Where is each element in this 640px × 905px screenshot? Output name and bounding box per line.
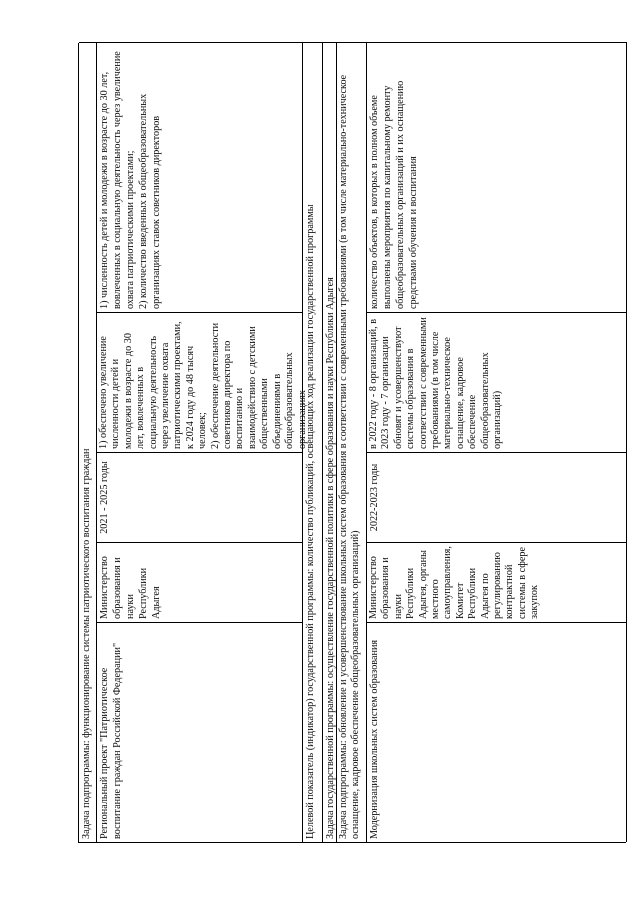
target-indicator-row: Целевой показатель (индикатор) государственной программы: количество публикаций, освещающих ход реализации государственной программы (303, 42, 323, 842)
row2-indicator-cell: количество объектов, в которых в полном объеме выполнены мероприятия по капитальному ремонту общеобразовательных организаций и их оснащению средствами обучения и воспитания (367, 42, 627, 312)
row2-name-cell: Модернизация школьных систем образования (367, 622, 627, 842)
row1-period-cell: 2021 - 2025 годы (97, 452, 303, 542)
row2-executor-cell: Министерство образования и науки Республики Адыгея, органы местного самоуправления, Комитет Республики Адыгея по регулированию контрактной системы в сфере закупок (367, 542, 627, 622)
row1-indicator-cell: 1) численность детей и молодежи в возрасте до 30 лет, вовлеченных в социальную деятельность через увеличение охвата патриотическими проектами; 2) количество введенных в общеобразовательных организациях ставок советников директоров (97, 42, 303, 312)
subprogram-task-1: Задача подпрограммы: функционирование системы патриотического воспитания граждан (79, 42, 97, 842)
row2-period-cell: 2022-2023 годы (367, 452, 627, 542)
row2-result-cell: в 2022 году - 8 организаций, в 2023 году - 7 организации обновят и усовершенствуют системы образования в соответствии с современными требованиями (в том числе материально-техническое оснащение, кадровое обеспечение общеобразовательных организаций) (367, 312, 627, 452)
row1-result-cell: 1) обеспечено увеличение численности детей и молодежи в возрасте до 30 лет, вовлеченных в социальную деятельность через увеличение охвата патриотическими проектами, к 2024 году до 48 тысяч человек; 2) обеспечение деятельности советников директора по воспитанию и взаимодействию с детскими общественными объединениями в общеобразовательных организациях (97, 312, 303, 452)
state-program-task-row: Задача государственной программы: осуществление государственной политики в сфере образования и науки Республики Адыгея (323, 42, 337, 842)
document-table (78, 43, 626, 843)
row1-executor-cell: Министерство образования и науки Республики Адыгея (97, 542, 303, 622)
subprogram-task-2: Задача подпрограммы: обновление и усовершенствование школьных систем образования в соответствии с современными требованиями (в том числе материально-техническое оснащение, кадровое обеспечение общеобразовательных организаций) (337, 42, 367, 842)
row1-name-cell: Региональный проект "Патриотическое воспитание граждан Российской Федерации" (97, 622, 303, 842)
